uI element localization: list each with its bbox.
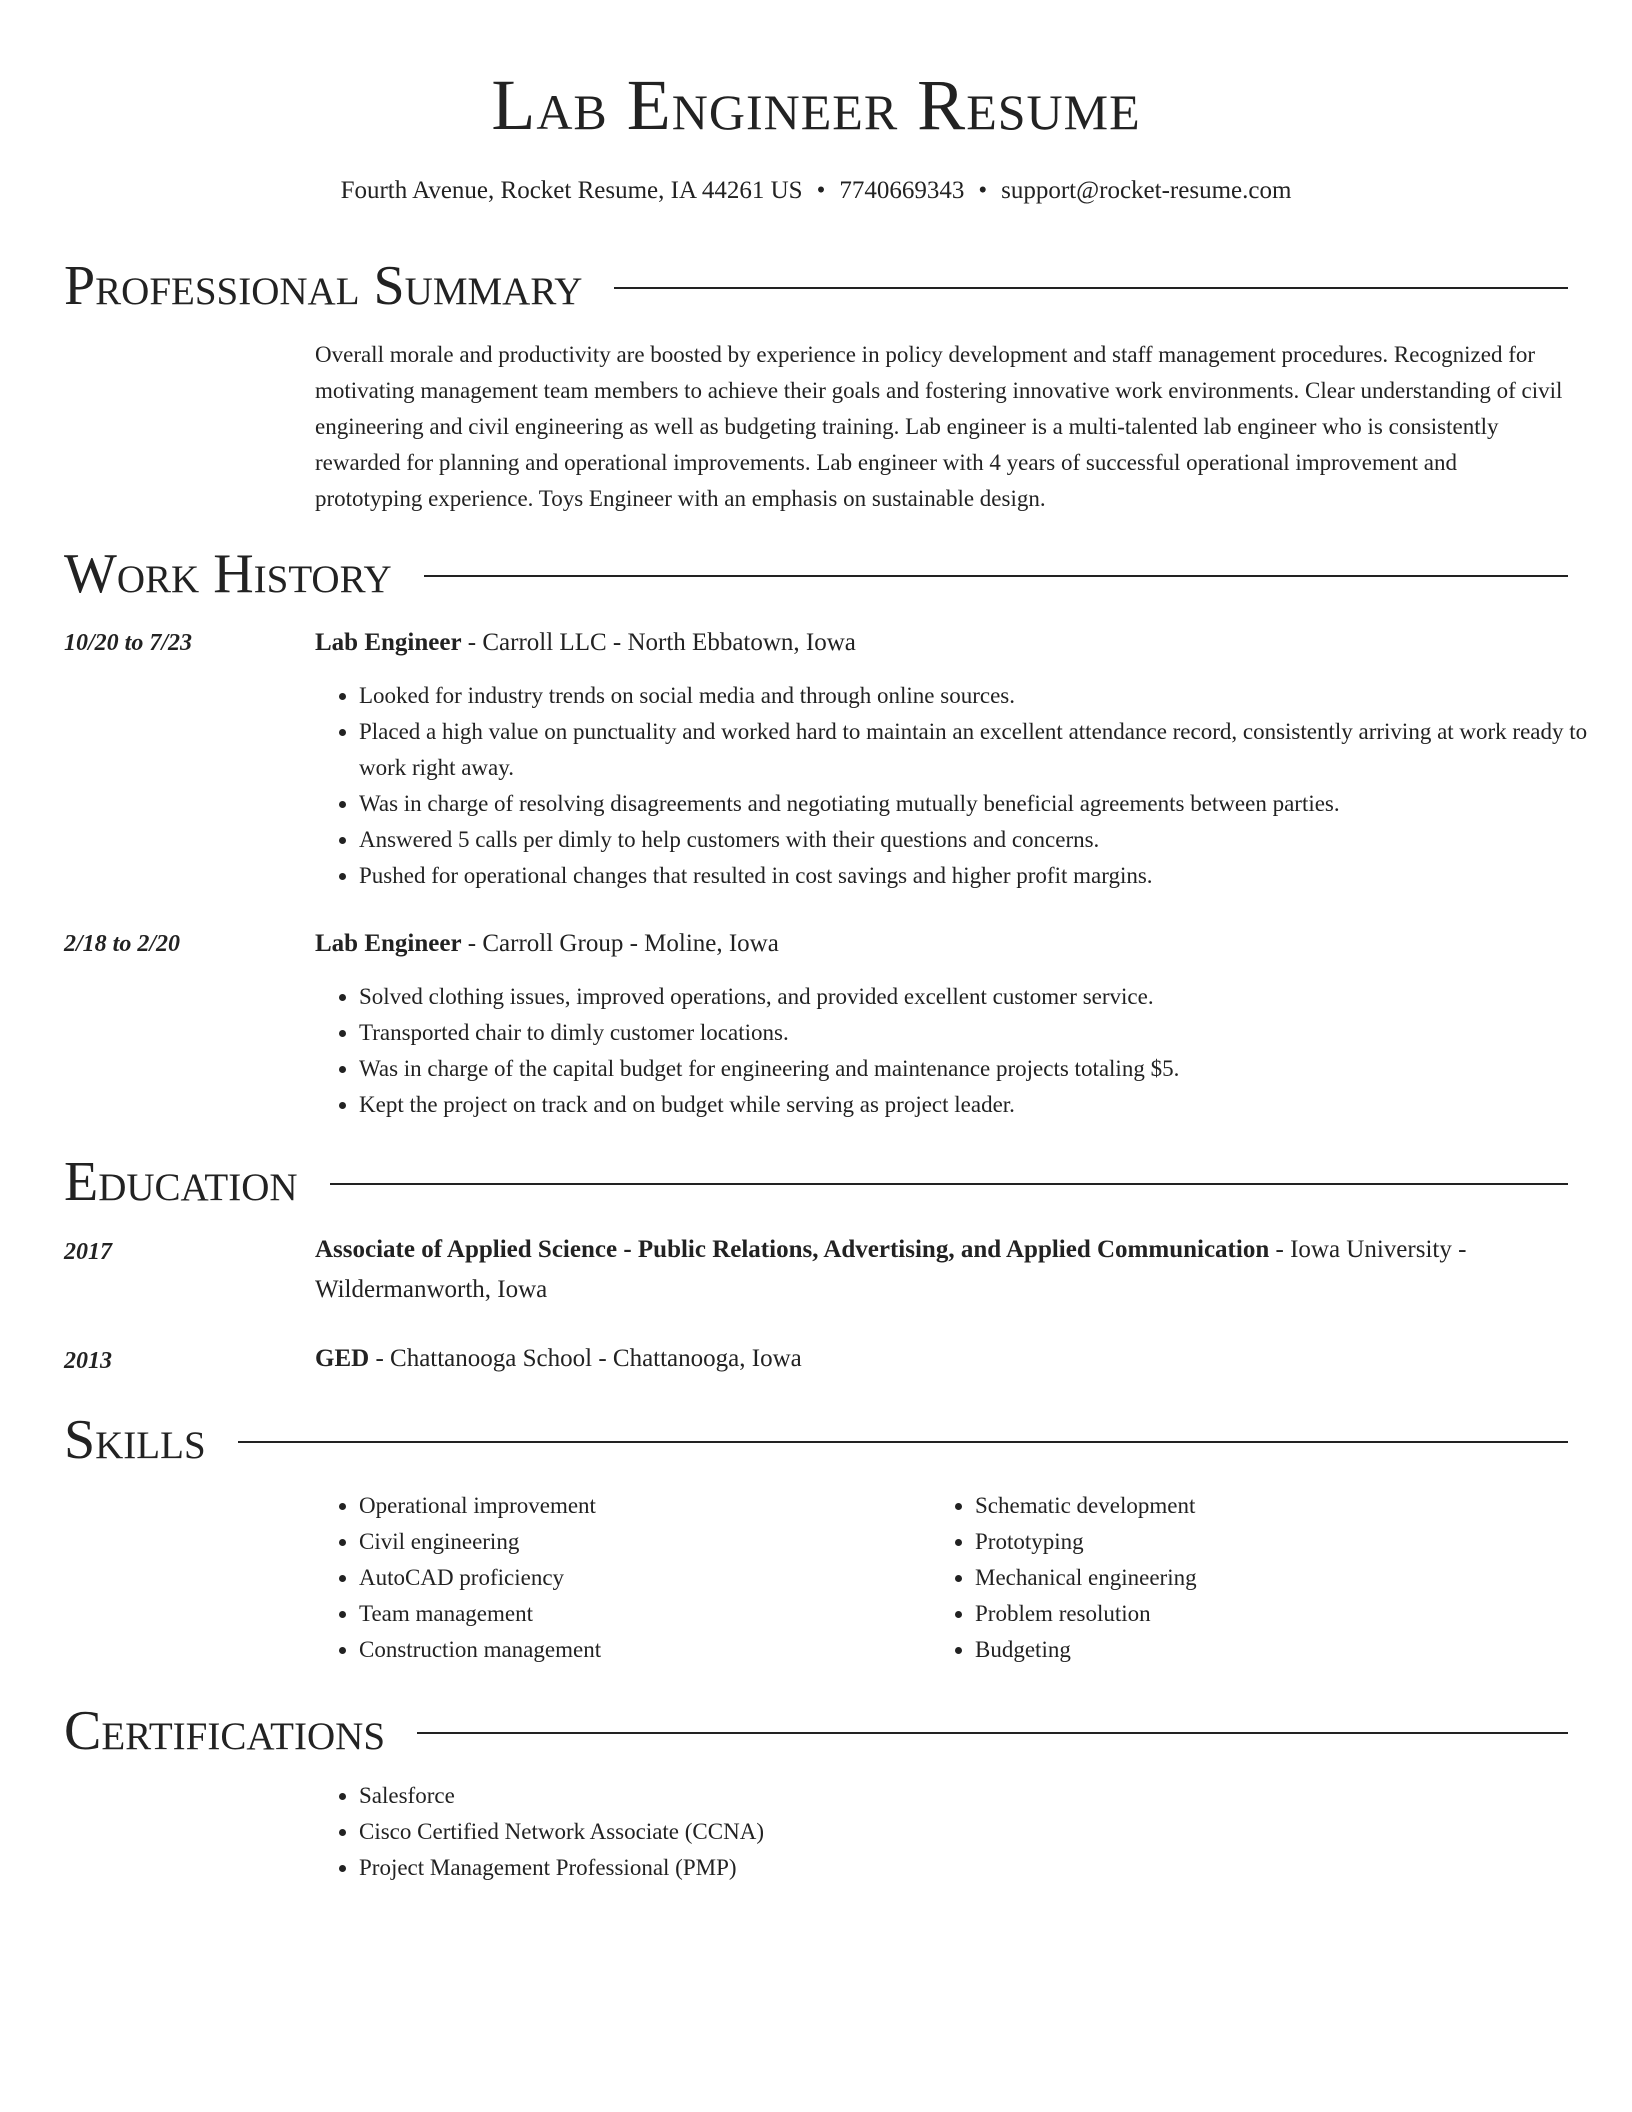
section-divider (614, 287, 1568, 289)
email: support@rocket-resume.com (1001, 177, 1292, 204)
section-header-education (64, 1150, 1568, 1214)
certifications-list (315, 1778, 1612, 1886)
skill-item: • Budgeting (975, 1632, 1535, 1668)
resume-title: Lab Engineer Resume (491, 65, 1141, 145)
skills-list-left (315, 1488, 919, 1668)
school-details: - Chattanooga School - Chattanooga, Iowa (369, 1345, 802, 1372)
list-item: • Answered 5 calls per dimly to help customers with their questions and concerns. (359, 822, 1612, 858)
section-divider (417, 1732, 1568, 1734)
certification-item: • Salesforce (359, 1778, 1612, 1814)
list-item: • Pushed for operational changes that resulted in cost savings and higher profit margins. (359, 858, 1612, 894)
section-header-certifications (64, 1699, 1568, 1763)
skill-item: • AutoCAD proficiency (359, 1560, 919, 1596)
phone: 7740669343 (839, 177, 965, 204)
list-item: • Transported chair to dimly customer locations. (359, 1015, 1612, 1051)
section-divider (330, 1183, 1568, 1185)
section-title-summary: Professional Summary (64, 255, 583, 317)
section-header-work-history (64, 542, 1568, 606)
job-details: - Carroll Group - Moline, Iowa (461, 930, 779, 957)
job-details: - Carroll LLC - North Ebbatown, Iowa (461, 629, 856, 656)
section-title-work-history: Work History (64, 543, 392, 605)
address: Fourth Avenue, Rocket Resume, IA 44261 US (340, 177, 803, 204)
list-item: • Kept the project on track and on budget while serving as project leader. (359, 1087, 1612, 1123)
section-header-skills (64, 1408, 1568, 1472)
summary-text: Overall morale and productivity are boosted by experience in policy development and staff management procedures. Recognized for motivating management team members to achieve their goals and fostering innovative work environments. Clear understanding of civil engineering and civil engineering as well as budgeting training. Lab engineer is a multi-talented lab engineer who is consistently rewarded for planning and operational improvements. Lab engineer with 4 years of successful operational improvement and prototyping experience. Toys Engineer with an emphasis on sustainable design. (315, 342, 1563, 511)
section-title-education: Education (64, 1151, 298, 1213)
skill-item: • Operational improvement (359, 1488, 919, 1524)
job-dates: 10/20 to 7/23 (64, 630, 193, 656)
section-divider (238, 1441, 1568, 1443)
job-heading (315, 924, 1568, 964)
skill-item: • Civil engineering (359, 1524, 919, 1560)
job-heading (315, 623, 1568, 663)
list-item: • Solved clothing issues, improved operations, and provided excellent customer service. (359, 979, 1612, 1015)
job-title: Lab Engineer (315, 930, 462, 957)
job-bullets (315, 678, 1612, 894)
job-dates: 2/18 to 2/20 (64, 931, 181, 957)
separator-bullet: • (978, 177, 988, 204)
skills-list-right (931, 1488, 1535, 1668)
education-year: 2013 (64, 1348, 112, 1374)
section-header-summary (64, 254, 1568, 318)
skill-item: • Schematic development (975, 1488, 1535, 1524)
list-item: • Placed a high value on punctuality and worked hard to maintain an excellent attendance record, consistently arriving at work ready to work right away. (359, 714, 1612, 786)
skill-item: • Prototyping (975, 1524, 1535, 1560)
skill-item: • Team management (359, 1596, 919, 1632)
certification-item: • Project Management Professional (PMP) (359, 1850, 1612, 1886)
degree: GED (315, 1345, 370, 1372)
section-divider (424, 575, 1568, 577)
skill-item: • Construction management (359, 1632, 919, 1668)
section-title-skills: Skills (64, 1409, 206, 1471)
separator-bullet: • (816, 177, 826, 204)
job-title: Lab Engineer (315, 629, 462, 656)
skill-item: • Mechanical engineering (975, 1560, 1535, 1596)
school-details: - Iowa University - Wildermanworth, Iowa (315, 1236, 1467, 1303)
list-item: • Was in charge of the capital budget for engineering and maintenance projects totaling $5. (359, 1051, 1612, 1087)
degree: Associate of Applied Science - Public Relations, Advertising, and Applied Communication (315, 1236, 1270, 1263)
list-item: • Was in charge of resolving disagreements and negotiating mutually beneficial agreements between parties. (359, 786, 1612, 822)
contact-line (64, 174, 1568, 208)
education-year: 2017 (64, 1239, 112, 1265)
certification-item: • Cisco Certified Network Associate (CCNA) (359, 1814, 1612, 1850)
list-item: • Looked for industry trends on social media and through online sources. (359, 678, 1612, 714)
skill-item: • Problem resolution (975, 1596, 1535, 1632)
education-entry (315, 1339, 1568, 1379)
section-title-certifications: Certifications (64, 1700, 386, 1762)
education-entry (315, 1230, 1568, 1310)
job-bullets (315, 979, 1612, 1123)
